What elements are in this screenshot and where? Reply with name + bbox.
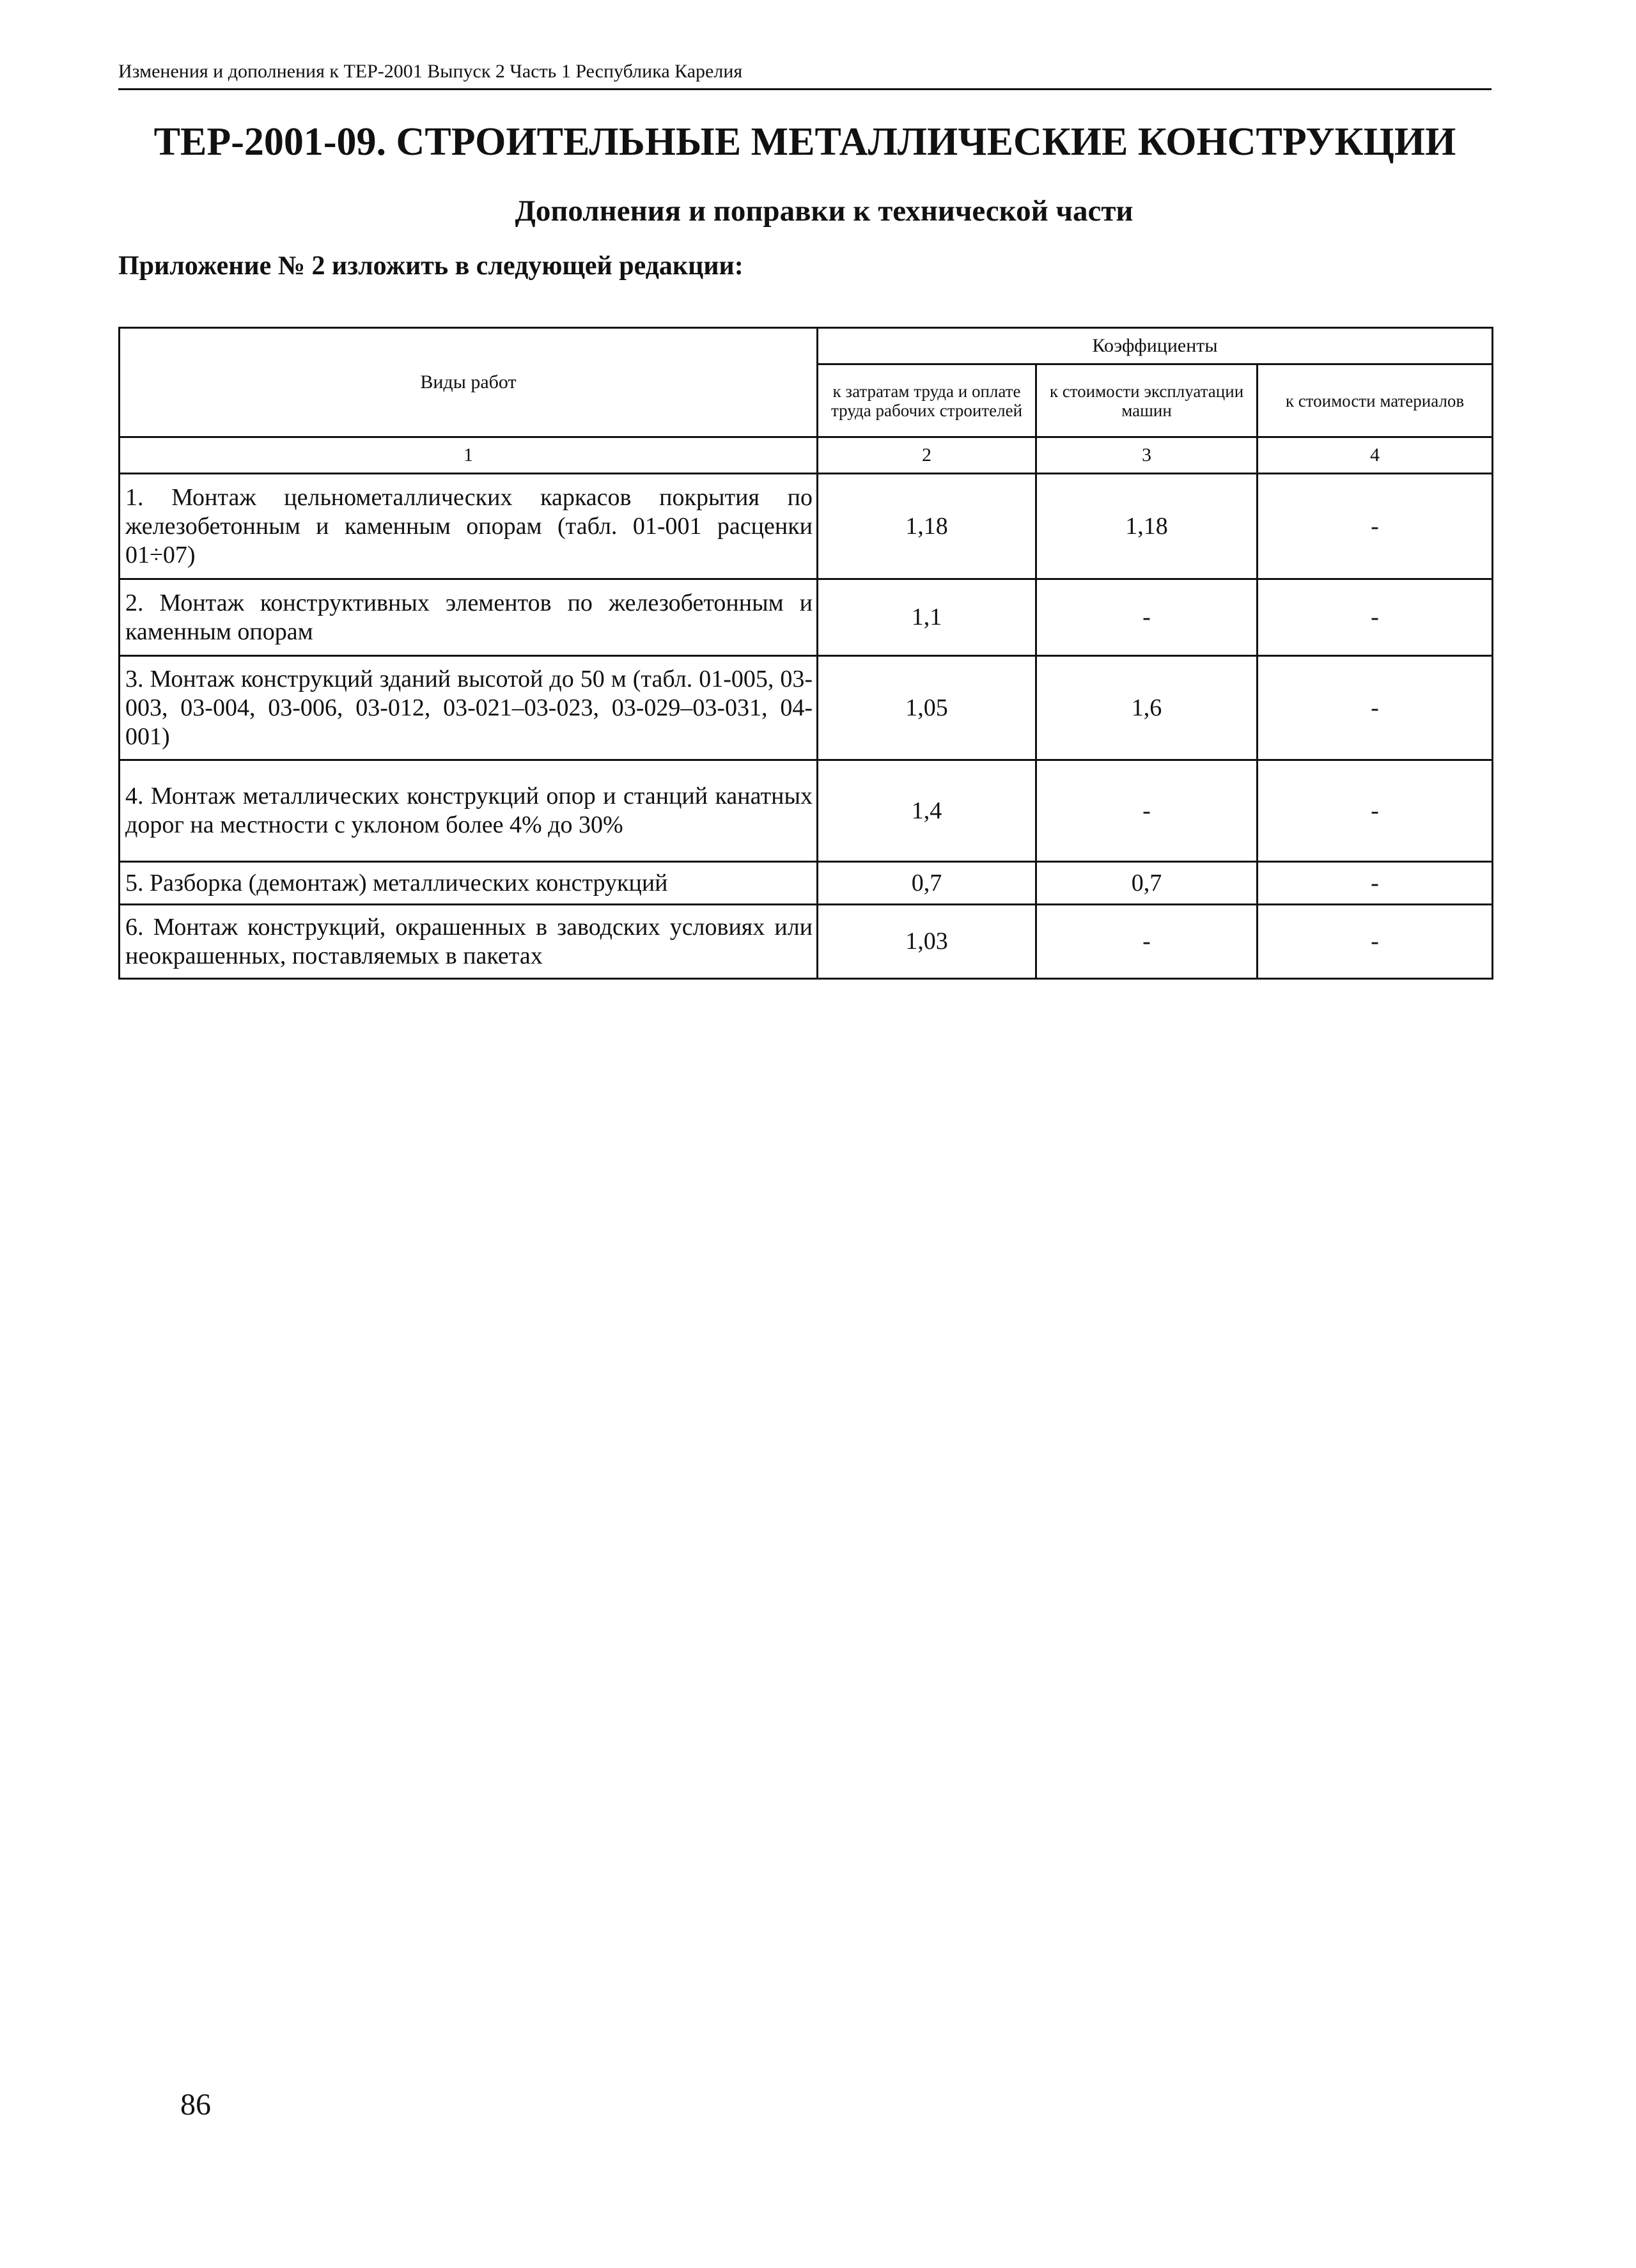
machines-coefficient: 0,7 (1036, 862, 1258, 905)
table-row (120, 474, 1493, 579)
column-number: 4 (1258, 437, 1493, 474)
page-number: 86 (180, 2088, 211, 2122)
work-description: 1. Монтаж цельнометаллических каркасов покрытия по железобетонным и каменным опорам (табл. 01-001 расценки 01÷07) (120, 474, 818, 579)
header-labor: к затратам труда и оплате труда рабочих строителей (818, 364, 1036, 437)
materials-coefficient: - (1258, 760, 1493, 862)
table-row (120, 760, 1493, 862)
materials-coefficient: - (1258, 579, 1493, 656)
header-works: Виды работ (120, 328, 818, 437)
labor-coefficient: 1,03 (818, 905, 1036, 979)
machines-coefficient: - (1036, 760, 1258, 862)
work-description: 5. Разборка (демонтаж) металлических конструкций (120, 862, 818, 905)
document-subtitle: Дополнения и поправки к технической части (515, 194, 1134, 228)
labor-coefficient: 0,7 (818, 862, 1036, 905)
materials-coefficient: - (1258, 474, 1493, 579)
materials-coefficient: - (1258, 905, 1493, 979)
labor-coefficient: 1,4 (818, 760, 1036, 862)
header-materials: к стоимости материалов (1258, 364, 1493, 437)
machines-coefficient: - (1036, 579, 1258, 656)
materials-coefficient: - (1258, 862, 1493, 905)
table-row (120, 862, 1493, 905)
labor-coefficient: 1,05 (818, 656, 1036, 760)
labor-coefficient: 1,18 (818, 474, 1036, 579)
running-header: Изменения и дополнения к ТЕР-2001 Выпуск 2 Часть 1 Республика Карелия (118, 59, 1492, 90)
header-machines: к стоимости эксплуатации машин (1036, 364, 1258, 437)
table-row (120, 905, 1493, 979)
work-description: 2. Монтаж конструктивных элементов по железобетонным и каменным опорам (120, 579, 818, 656)
machines-coefficient: 1,6 (1036, 656, 1258, 760)
header-coefficients: Коэффициенты (818, 328, 1493, 364)
table-row (120, 579, 1493, 656)
table-row (120, 656, 1493, 760)
coefficients-table (118, 327, 1493, 980)
machines-coefficient: - (1036, 905, 1258, 979)
work-description: 3. Монтаж конструкций зданий высотой до 50 м (табл. 01-005, 03-003, 03-004, 03-006, 03-012, 03-021–03-023, 03-029–03-031, 04-001) (120, 656, 818, 760)
work-description: 4. Монтаж металлических конструкций опор и станций канатных дорог на местности с уклоном более 4% до 30% (120, 760, 818, 862)
labor-coefficient: 1,1 (818, 579, 1036, 656)
column-number: 2 (818, 437, 1036, 474)
intro-text: Приложение № 2 изложить в следующей редакции: (118, 251, 744, 281)
document-title: ТЕР-2001-09. СТРОИТЕЛЬНЫЕ МЕТАЛЛИЧЕСКИЕ КОНСТРУКЦИИ (153, 120, 1456, 164)
column-number: 1 (120, 437, 818, 474)
column-number: 3 (1036, 437, 1258, 474)
machines-coefficient: 1,18 (1036, 474, 1258, 579)
materials-coefficient: - (1258, 656, 1493, 760)
work-description: 6. Монтаж конструкций, окрашенных в заводских условиях или неокрашенных, поставляемых в пакетах (120, 905, 818, 979)
